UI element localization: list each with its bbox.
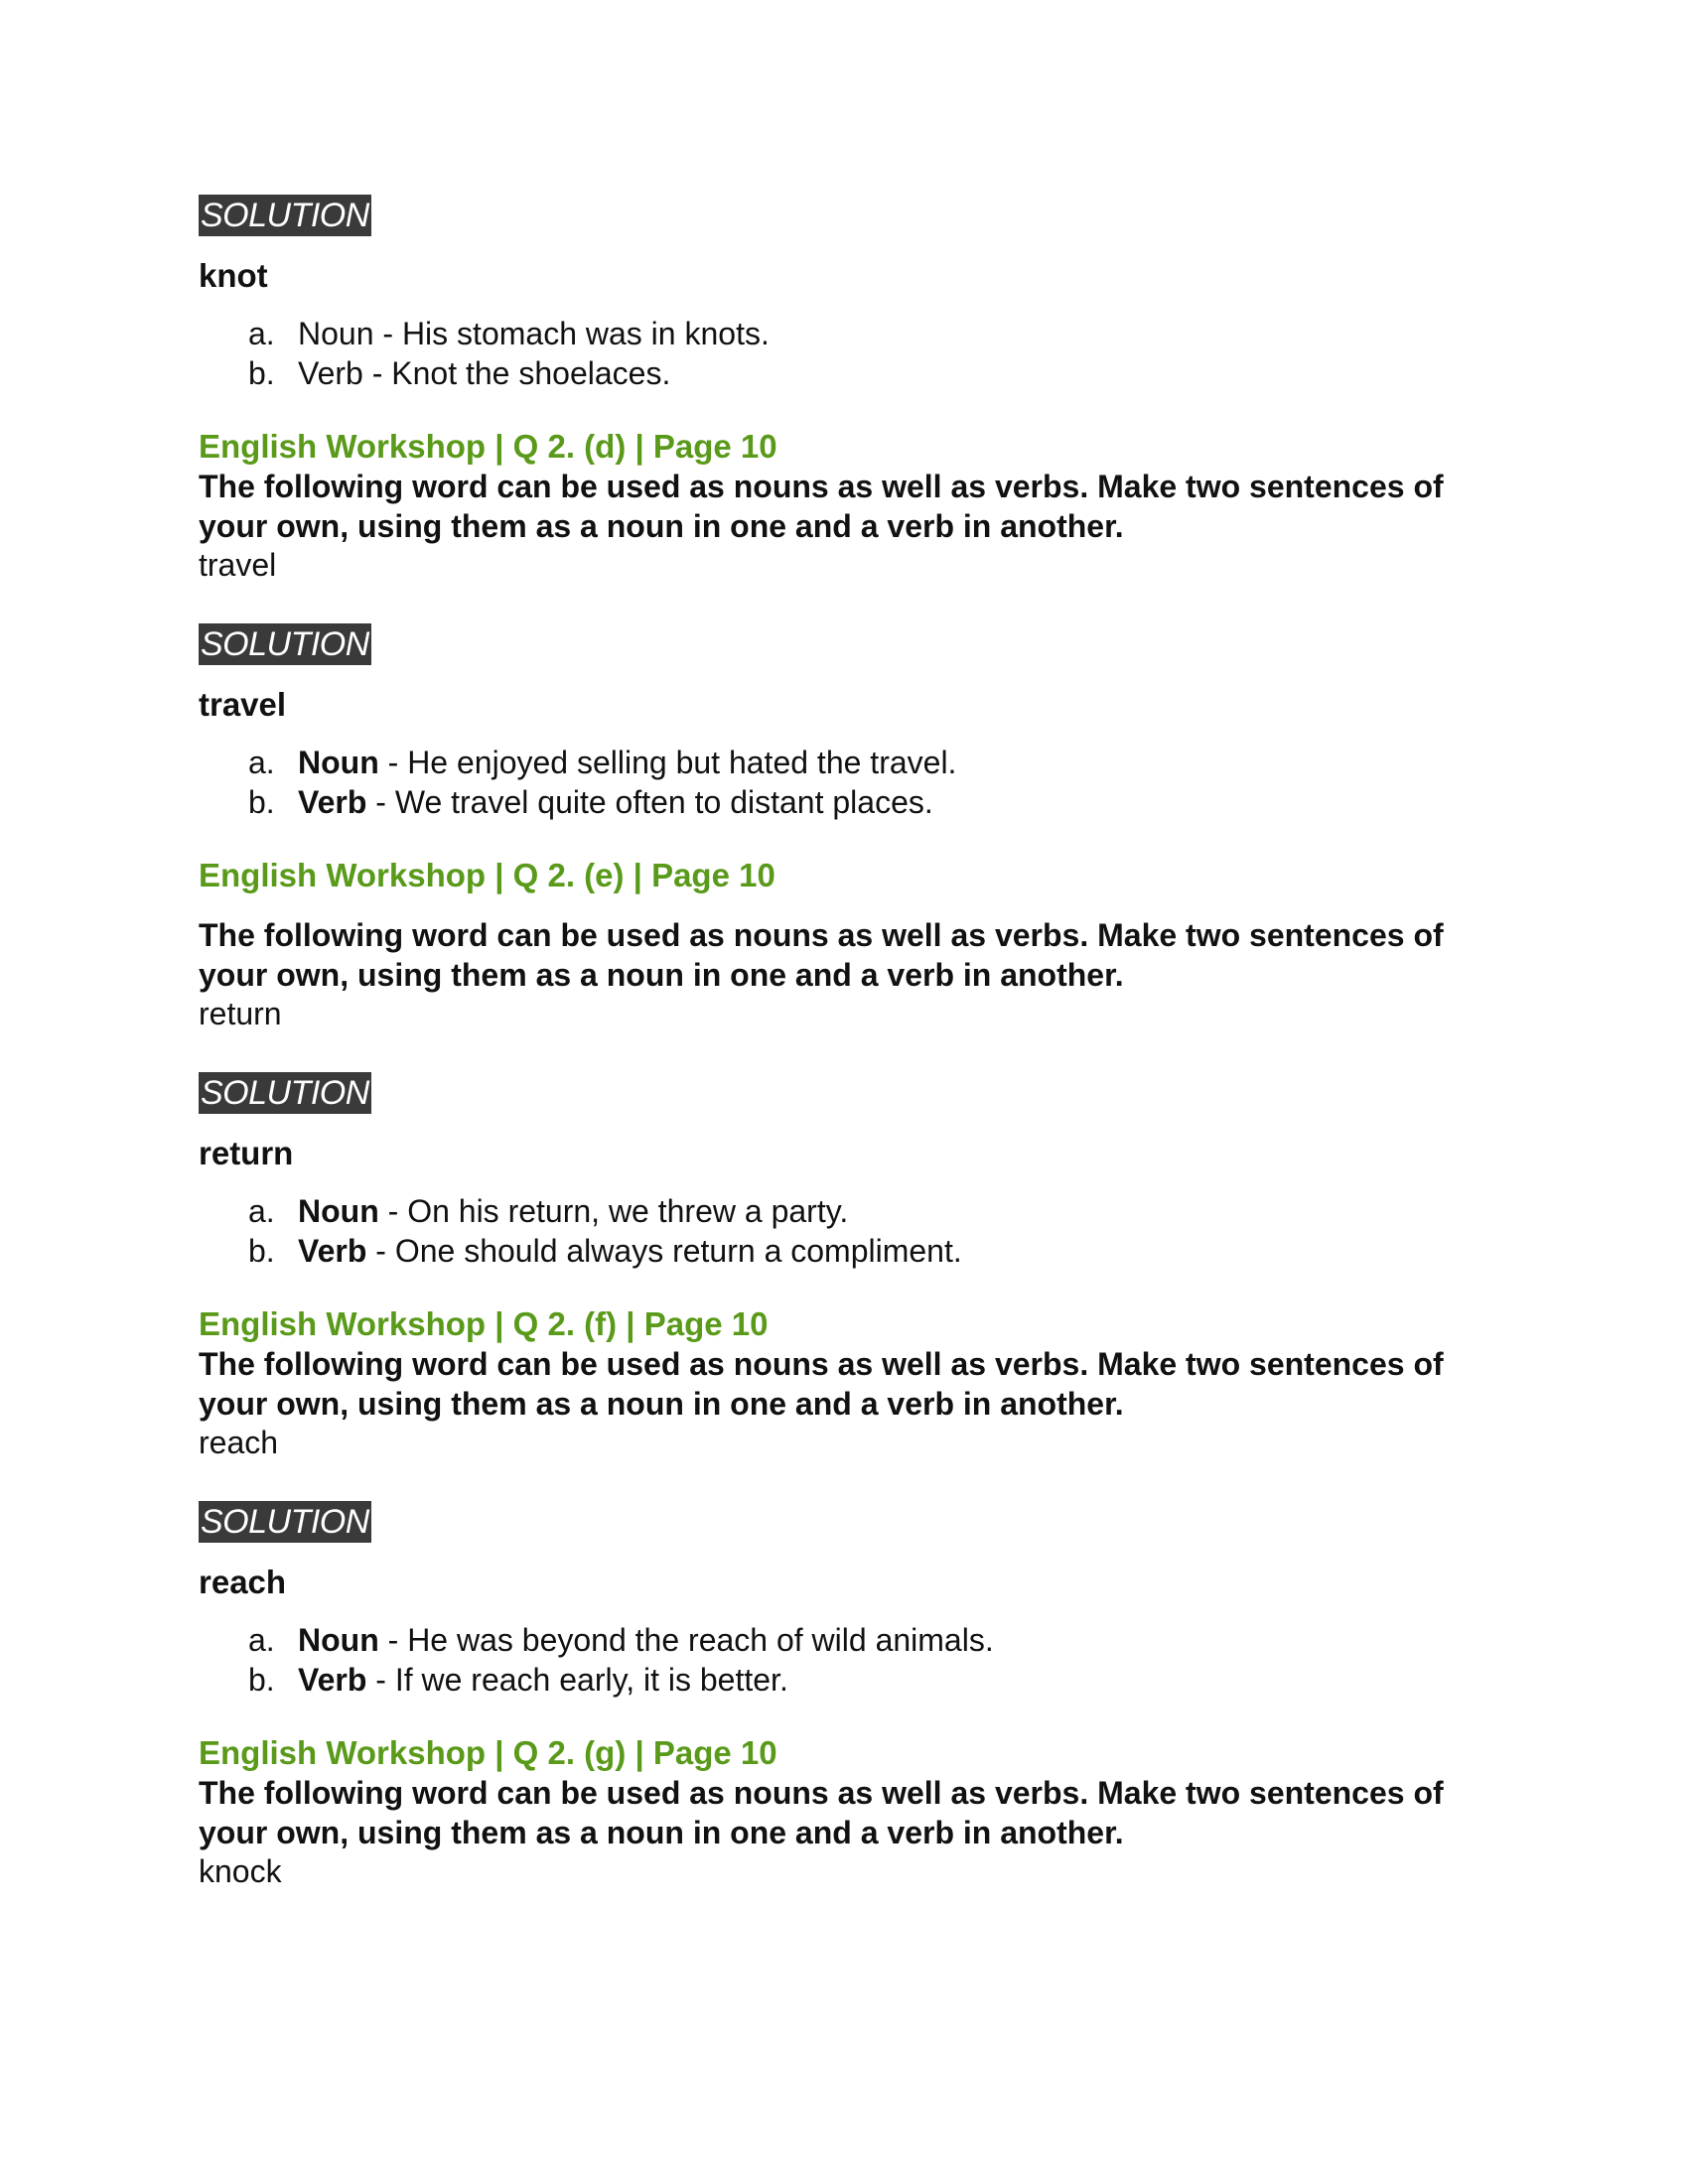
question-heading: English Workshop | Q 2. (d) | Page 10: [199, 428, 777, 465]
solution-block-reach: [199, 1501, 1489, 1700]
part-of-speech: Verb: [298, 355, 363, 391]
example-sentence: On his return, we threw a party.: [407, 1193, 849, 1229]
solution-word: knot: [199, 257, 268, 294]
question-text: The following word can be used as nouns as well as verbs. Make two sentences of your own, using them as a noun in one and a verb in another.: [199, 1346, 1444, 1422]
separator: -: [362, 355, 392, 391]
separator: -: [373, 316, 402, 351]
part-of-speech: Noun: [298, 745, 379, 780]
solution-label: SOLUTION: [201, 1503, 369, 1541]
answer-list: [199, 1620, 1489, 1700]
list-marker: a.: [248, 1193, 275, 1229]
question-word: travel: [199, 547, 277, 583]
question-text: The following word can be used as nouns as well as verbs. Make two sentences of your own, using them as a noun in one and a verb in another.: [199, 917, 1444, 993]
list-item: [248, 1620, 1489, 1660]
document-page: [199, 195, 1489, 1890]
question-block-f: [199, 1304, 1489, 1461]
list-item: [248, 743, 1489, 782]
solution-label: SOLUTION: [201, 197, 369, 234]
list-item: [248, 1660, 1489, 1700]
list-item: [248, 782, 1489, 822]
separator: -: [366, 1662, 395, 1698]
example-sentence: We travel quite often to distant places.: [394, 784, 933, 820]
part-of-speech: Verb: [298, 784, 367, 820]
question-heading: English Workshop | Q 2. (f) | Page 10: [199, 1305, 769, 1342]
answer-list: [199, 314, 1489, 393]
separator: -: [378, 1622, 408, 1658]
solution-word: return: [199, 1135, 294, 1171]
solution-block-travel: [199, 623, 1489, 822]
solution-label: SOLUTION: [201, 1074, 369, 1112]
example-sentence: He was beyond the reach of wild animals.: [407, 1622, 994, 1658]
question-text: The following word can be used as nouns as well as verbs. Make two sentences of your own, using them as a noun in one and a verb in another.: [199, 469, 1444, 544]
question-word: return: [199, 996, 282, 1031]
example-sentence: He enjoyed selling but hated the travel.: [407, 745, 957, 780]
list-marker: a.: [248, 1622, 275, 1658]
separator: -: [366, 784, 395, 820]
separator: -: [378, 745, 408, 780]
part-of-speech: Noun: [298, 1193, 379, 1229]
part-of-speech: Noun: [298, 316, 374, 351]
example-sentence: One should always return a compliment.: [394, 1233, 962, 1269]
list-marker: b.: [248, 1233, 275, 1269]
question-block-g: [199, 1733, 1489, 1890]
solution-block-return: [199, 1072, 1489, 1271]
solution-word: reach: [199, 1564, 287, 1600]
list-marker: a.: [248, 316, 275, 351]
question-block-d: [199, 427, 1489, 584]
question-heading: English Workshop | Q 2. (g) | Page 10: [199, 1734, 777, 1771]
list-item: [248, 1231, 1489, 1271]
solution-word: travel: [199, 686, 287, 723]
example-sentence: If we reach early, it is better.: [394, 1662, 788, 1698]
list-marker: b.: [248, 784, 275, 820]
question-word: knock: [199, 1853, 282, 1889]
separator: -: [378, 1193, 408, 1229]
solution-label: SOLUTION: [201, 625, 369, 663]
question-block-e: [199, 856, 1489, 1032]
part-of-speech: Verb: [298, 1233, 367, 1269]
solution-block-knot: [199, 195, 1489, 393]
question-word: reach: [199, 1425, 279, 1460]
answer-list: [199, 743, 1489, 822]
list-item: [248, 353, 1489, 393]
part-of-speech: Verb: [298, 1662, 367, 1698]
question-heading: English Workshop | Q 2. (e) | Page 10: [199, 857, 775, 893]
separator: -: [366, 1233, 395, 1269]
list-item: [248, 314, 1489, 353]
part-of-speech: Noun: [298, 1622, 379, 1658]
list-marker: b.: [248, 1662, 275, 1698]
example-sentence: His stomach was in knots.: [401, 316, 770, 351]
list-item: [248, 1191, 1489, 1231]
list-marker: a.: [248, 745, 275, 780]
question-text: The following word can be used as nouns as well as verbs. Make two sentences of your own, using them as a noun in one and a verb in another.: [199, 1775, 1444, 1850]
example-sentence: Knot the shoelaces.: [391, 355, 671, 391]
list-marker: b.: [248, 355, 275, 391]
answer-list: [199, 1191, 1489, 1271]
